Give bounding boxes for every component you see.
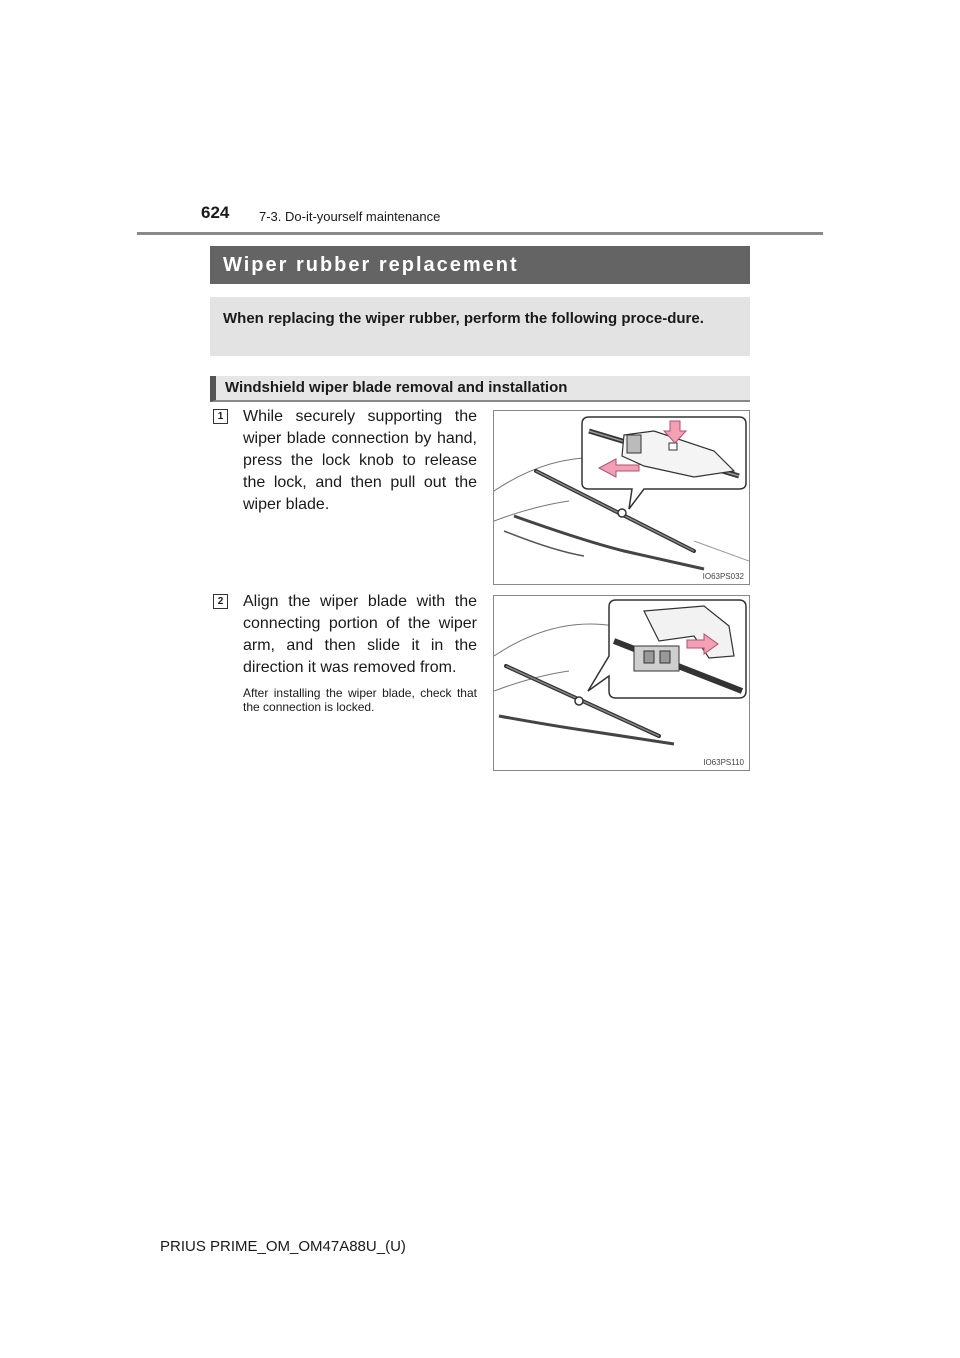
step-2-note: After installing the wiper blade, check that the connection is locked. (243, 686, 477, 714)
page-title: Wiper rubber replacement (223, 253, 519, 276)
step-2-text: Align the wiper blade with the connecting portion of the wiper arm, and then slide it in the direction it was removed from. (243, 593, 477, 676)
footer-doc-id: PRIUS PRIME_OM_OM47A88U_(U) (160, 1238, 406, 1255)
intro-box: When replacing the wiper rubber, perform the following proce-dure. (210, 297, 750, 356)
step-1-illustration (493, 410, 750, 585)
section-title: 7-3. Do-it-yourself maintenance (259, 209, 441, 224)
step-1-number: 1 (213, 409, 228, 424)
step-1-text: While securely supporting the wiper blade connection by hand, press the lock knob to release the lock, and then pull out the wiper blade. (243, 408, 477, 513)
sub-heading: Windshield wiper blade removal and installation (210, 376, 750, 402)
figure-code-2: IO63PS110 (703, 758, 744, 767)
step-2-illustration (493, 595, 750, 771)
page-number: 624 (201, 203, 230, 222)
header-rule (137, 232, 823, 235)
figure-code-1: IO63PS032 (702, 572, 744, 581)
title-bar (210, 246, 750, 284)
step-2-number: 2 (213, 594, 228, 609)
